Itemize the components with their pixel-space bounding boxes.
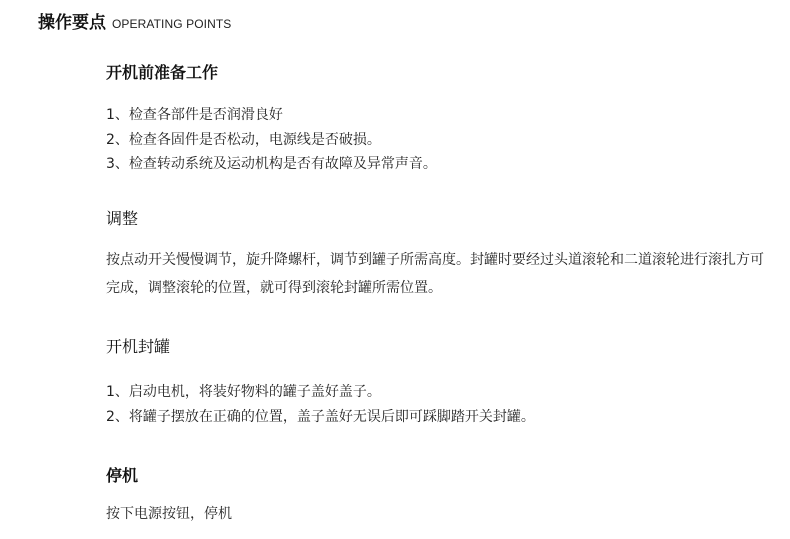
shutdown-paragraph: 按下电源按钮，停机 [106,506,232,522]
section-sealing [106,337,776,429]
sealing-list [106,380,776,429]
list-item: 1、启动电机，将装好物料的罐子盖好盖子。 [106,384,381,400]
section-shutdown [106,466,776,524]
section-title-preparation: 开机前准备工作 [106,63,219,82]
list-item: 1、检查各部件是否润滑良好 [106,107,283,123]
list-item: 2、将罐子摆放在正确的位置，盖子盖好无误后即可踩脚踏开关封罐。 [106,408,535,425]
adjustment-paragraph: 按点动开关慢慢调节，旋升降螺杆，调节到罐子所需高度。封罐时要经过头道滚轮和二道滚轮进行滚扎方可完成，调整滚轮的位置，就可得到滚轮封罐所需位置。 [106,252,764,296]
section-title-shutdown: 停机 [106,466,139,485]
page-title: 操作要点 [38,13,106,33]
section-title-adjustment: 调整 [106,209,139,228]
preparation-list [106,103,776,177]
list-item: 3、检查转动系统及运动机构是否有故障及异常声音。 [106,156,437,172]
section-title-sealing: 开机封罐 [106,337,171,356]
page-subtitle: OPERATING POINTS [112,17,232,31]
section-adjustment [106,209,776,302]
page-header [38,8,231,33]
list-item: 2、检查各固件是否松动，电源线是否破损。 [106,131,381,148]
section-preparation [106,63,776,177]
